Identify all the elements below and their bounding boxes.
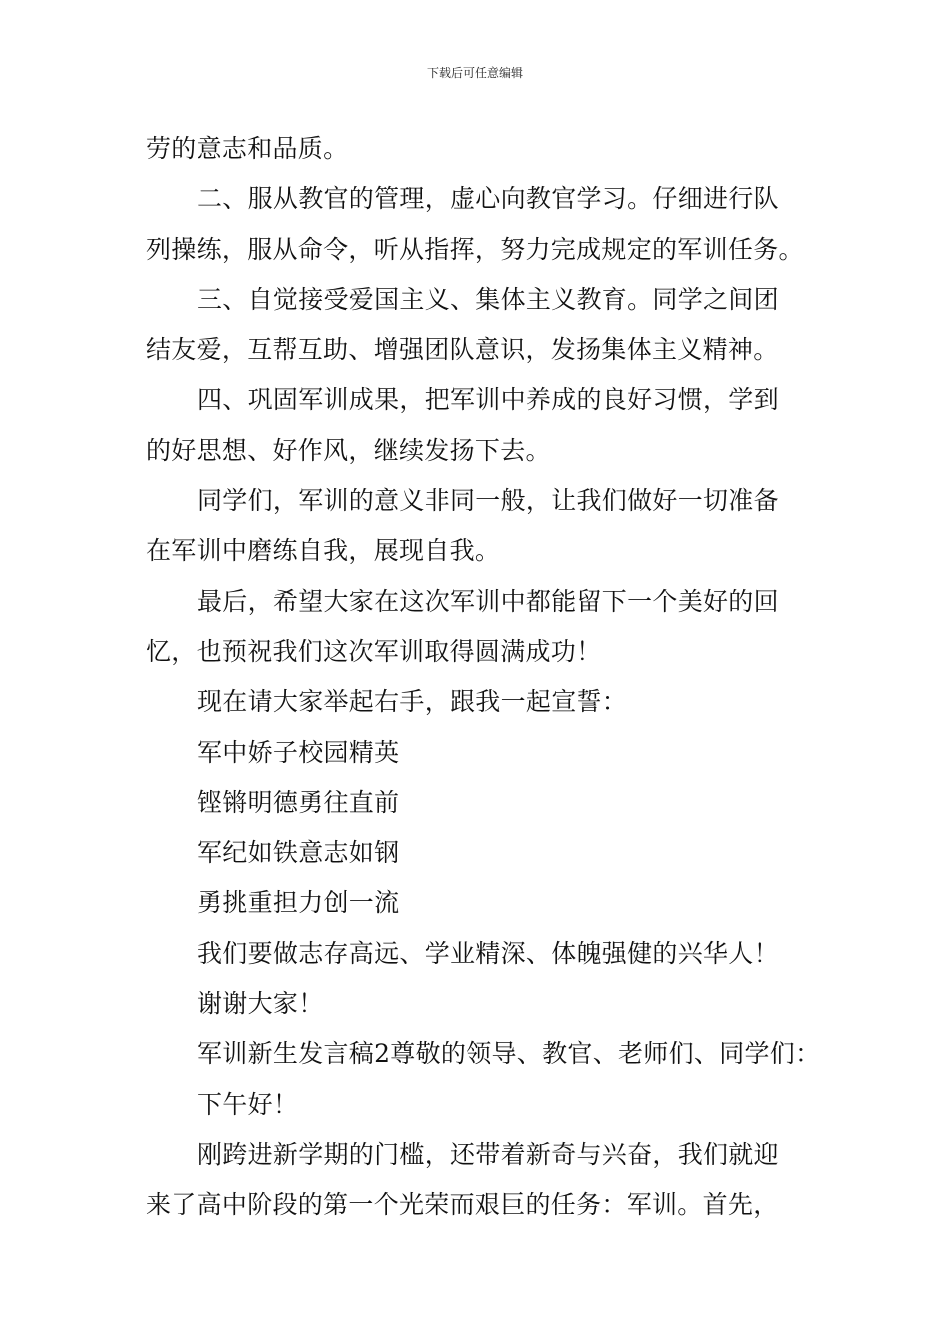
section-heading-line: 军训新生发言稿2尊敬的领导、教官、老师们、同学们： bbox=[197, 1039, 821, 1069]
text-line: 忆，也预祝我们这次军训取得圆满成功！ bbox=[146, 636, 602, 666]
text-line: 谢谢大家！ bbox=[197, 989, 324, 1019]
document-body bbox=[146, 124, 821, 1231]
text-line: 我们要做志存高远、学业精深、体魄强健的兴华人！ bbox=[197, 938, 779, 968]
oath-line: 勇挑重担力创一流 bbox=[197, 888, 400, 918]
text-line: 下午好！ bbox=[197, 1089, 299, 1119]
text-line: 四、巩固军训成果，把军训中养成的良好习惯，学到 bbox=[197, 385, 779, 415]
oath-line: 军纪如铁意志如钢 bbox=[197, 838, 400, 868]
oath-line: 军中娇子校园精英 bbox=[197, 737, 400, 767]
text-line: 同学们，军训的意义非同一般，让我们做好一切准备 bbox=[197, 486, 779, 516]
text-line: 三、自觉接受爱国主义、集体主义教育。同学之间团 bbox=[197, 284, 779, 314]
text-line: 现在请大家举起右手，跟我一起宣誓： bbox=[197, 687, 628, 717]
text-line: 劳的意志和品质。 bbox=[146, 134, 349, 163]
oath-line: 铿锵明德勇往直前 bbox=[197, 787, 400, 817]
text-line: 列操练，服从命令，听从指挥，努力完成规定的军训任务。 bbox=[146, 234, 804, 264]
text-line: 结友爱，互帮互助、增强团队意识，发扬集体主义精神。 bbox=[146, 335, 779, 365]
text-line: 刚跨进新学期的门槛，还带着新奇与兴奋，我们就迎 bbox=[197, 1139, 779, 1169]
page-header-note: 下载后可任意编辑 bbox=[426, 66, 523, 80]
text-line: 最后，希望大家在这次军训中都能留下一个美好的回 bbox=[197, 586, 779, 616]
text-line: 的好思想、好作风，继续发扬下去。 bbox=[146, 435, 551, 465]
text-line: 在军训中磨练自我，展现自我。 bbox=[146, 536, 501, 566]
text-line: 二、服从教官的管理，虚心向教官学习。仔细进行队 bbox=[197, 184, 779, 214]
text-line: 来了高中阶段的第一个光荣而艰巨的任务：军训。首先， bbox=[146, 1190, 779, 1220]
